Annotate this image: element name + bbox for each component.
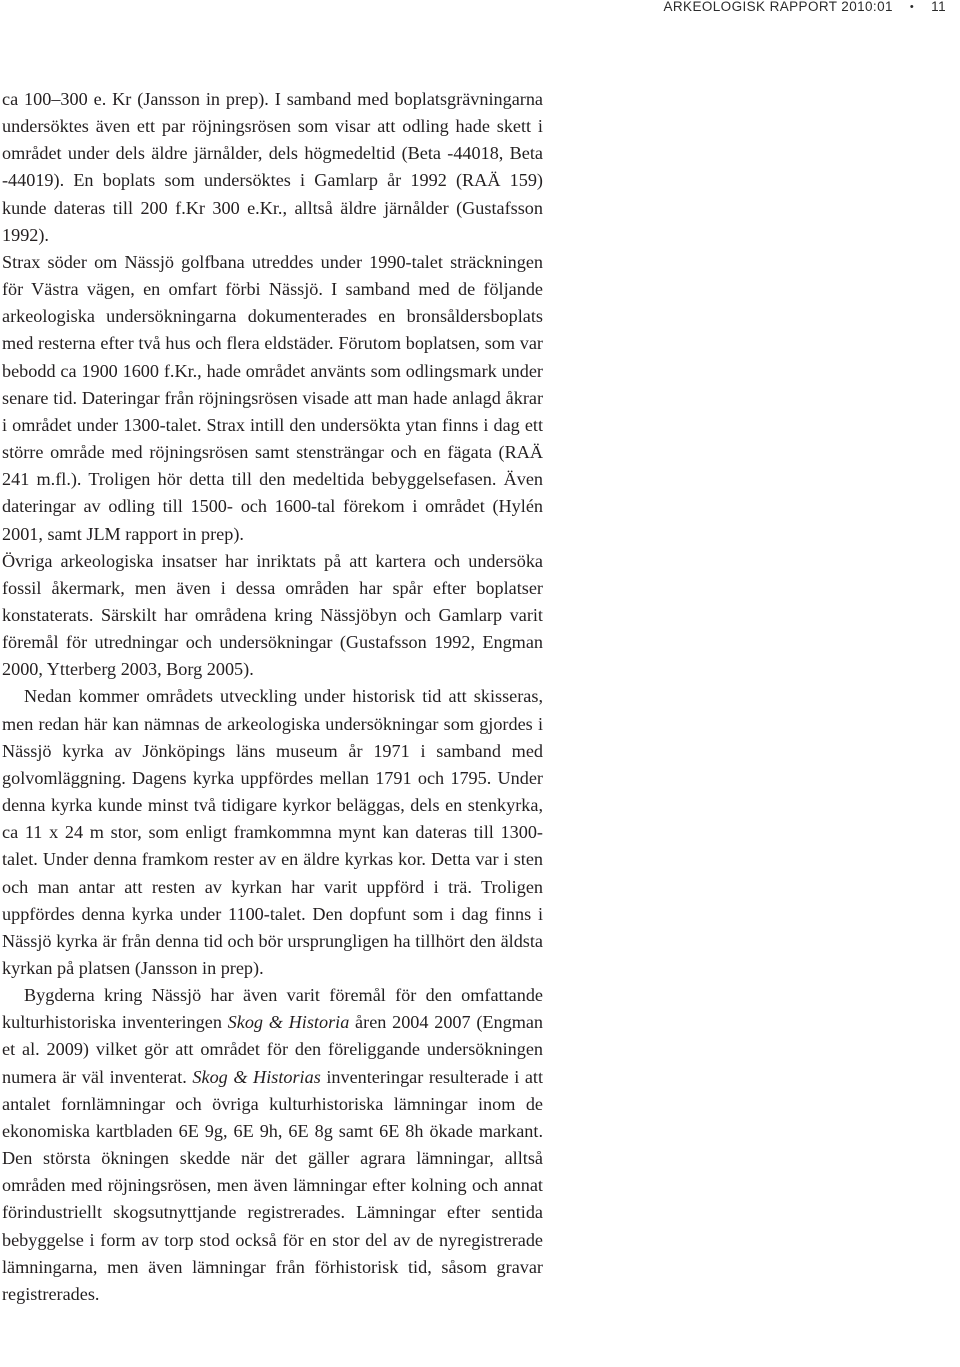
paragraph-4: Nedan kommer områdets utveckling under historisk tid att skisseras, men redan här kan nämnas de arkeologiska undersökningar som gjordes i Nässjö kyrka av Jönköpings läns museum år 1971 i samband med golvomläggning. Dagens kyrka uppfördes mellan 1791 och 1795. Under denna kyrka kunde minst två tidigare kyrkor beläggas, dels en stenkyrka, ca 11 x 24 m stor, som enligt framkommna mynt kan dateras till 1300-talet. Under denna framkom rester av en äldre kyrkas kor. Detta var i sten och man antar att resten av kyrkan har varit uppförd i trä. Troligen uppfördes denna kyrka under 1100-talet. Den dopfunt som i dag finns i Nässjö kyrka är från denna tid och bör ursprungligen ha tillhört den äldsta kyrkan på platsen (Jansson in prep). [2, 686, 543, 978]
paragraph-5-text-e: inventeringar resulterade i att antalet fornlämningar och övriga kulturhistoriska lämningar inom de ekonomiska kartbladen 6E 9g, 6E 9h, 6E 8g samt 6E 8h ökade markant. Den största ökningen skedde när det gäller agrara lämningar, alltså områden med röjningsrösen, men även lämningar efter kolning och annat förindustriellt skogsutnyttjande registrerades. Lämningar efter sentida bebyggelse i form av torp stod också för en stor del av de nyregistrerade lämningarna, men även lämningar från förhistorisk tid, såsom gravar registrerades. [2, 1066, 544, 1304]
page-number: 11 [931, 0, 946, 14]
publication-title-skog-historia: Skog & Historia [227, 1012, 350, 1033]
running-header [664, 0, 947, 14]
body-text [2, 86, 543, 1308]
paragraph-5-text-a: Bygderna kring Nässjö har även varit föremål för den omfattande kulturhistoriska inventeringen [2, 985, 543, 1033]
paragraph-1: ca 100–300 e. Kr (Jansson in prep). I samband med boplatsgrävningarna undersöktes även ett par röjningsrösen som visar att odling hade skett i området under dels äldre järnålder, dels högmedeltid (Beta -44018, Beta -44019). En boplats som undersöktes i Gamlarp år 1992 (RAÄ 159) kunde dateras till 200 f.Kr 300 e.Kr., alltså äldre järnålder (Gustafsson 1992). [2, 89, 543, 245]
paragraph-2: Strax söder om Nässjö golfbana utreddes under 1990-talet sträckningen för Västra vägen, en omfart förbi Nässjö. I samband med de följande arkeologiska undersökningarna dokumenterades en bronsåldersboplats med resterna efter två hus och flera eldstäder. Förutom boplatsen, som var bebodd ca 1900 1600 f.Kr., hade området använts som odlingsmark under senare tid. Dateringar från röjningsrösen visade att man hade anlagd åkrar i området under 1300-talet. Strax intill den undersökta ytan finns i dag ett större område med röjningsrösen samt stensträngar och en fägata (RAÄ 241 m.fl.). Troligen hör detta till den medeltida bebyggelsefasen. Även dateringar av odling till 1500- och 1600-tal förekom i området (Hylén 2001, samt JLM rapport in prep). [2, 251, 543, 544]
header-separator-bullet: • [909, 1, 915, 13]
paragraph-5-text-c: åren 2004 2007 (Engman et al. 2009) vilket gör att området för den föreliggande undersökningen numera är väl inventerat. [2, 1012, 544, 1087]
report-title: ARKEOLOGISK RAPPORT 2010:01 [663, 0, 893, 14]
publication-title-skog-historias: Skog & Historias [192, 1066, 321, 1087]
paragraph-3: Övriga arkeologiska insatser har inriktats på att kartera och undersöka fossil åkermark, men även i dessa områden har spår efter boplatser konstaterats. Särskilt har områdena kring Nässjöbyn och Gamlarp varit föremål för utredningar och undersökningar (Gustafsson 1992, Engman 2000, Ytterberg 2003, Borg 2005). [2, 550, 543, 680]
paragraph-5 [2, 982, 543, 1308]
